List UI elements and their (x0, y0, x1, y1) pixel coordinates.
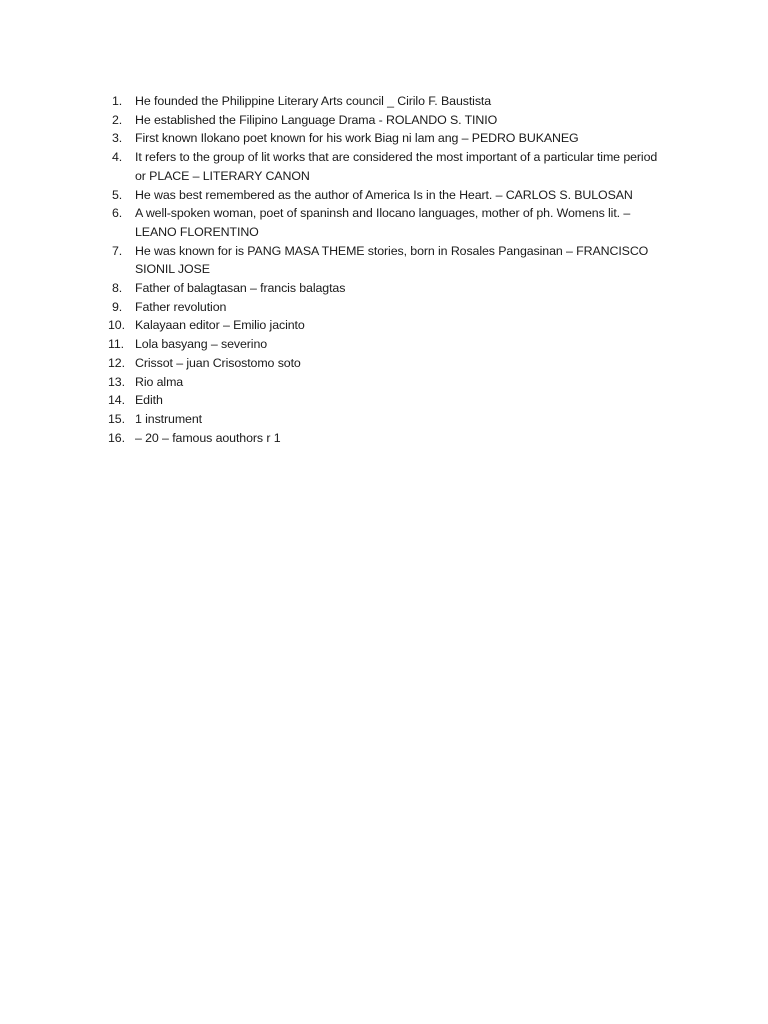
list-item-text: He was best remembered as the author of America Is in the Heart. – CARLOS S. BULOSAN (135, 187, 633, 202)
list-item (108, 410, 668, 429)
list-item-text: It refers to the group of lit works that are considered the most important of a particular time period or PLACE – LITERARY CANON (135, 150, 658, 183)
list-item (108, 186, 668, 205)
list-item (108, 391, 668, 410)
numbered-list (108, 92, 668, 447)
list-item-text: Father revolution (135, 299, 227, 314)
list-item-number: 2. (112, 112, 123, 127)
list-item-number: 11. (108, 337, 125, 352)
list-item-text: Edith (135, 393, 163, 408)
list-item-number: 10. (108, 318, 125, 333)
list-item (108, 316, 668, 335)
list-item (108, 373, 668, 392)
list-item-number: 4. (112, 150, 123, 165)
list-item-number: 7. (112, 243, 123, 258)
list-item-number: 1. (112, 94, 123, 108)
list-item-text: Rio alma (135, 374, 184, 389)
list-item-text: He established the Filipino Language Drama - ROLANDO S. TINIO (135, 112, 498, 127)
list-item (108, 354, 668, 373)
list-item-text: He founded the Philippine Literary Arts council _ Cirilo F. Baustista (135, 94, 492, 108)
list-item-text: A well-spoken woman, poet of spaninsh and Ilocano languages, mother of ph. Womens lit. – LEANO FLORENTINO (135, 206, 631, 239)
list-item (108, 242, 668, 279)
list-item (108, 298, 668, 317)
list-item (108, 148, 668, 185)
list-item-number: 9. (112, 299, 123, 314)
list-item (108, 92, 668, 111)
list-item-text: First known Ilokano poet known for his work Biag ni lam ang – PEDRO BUKANEG (135, 131, 579, 146)
list-item-text: – 20 – famous aouthors r 1 (135, 430, 281, 445)
list-item-number: 14. (108, 393, 125, 408)
list-item-text: Crissot – juan Crisostomo soto (135, 355, 301, 370)
list-item-text: Father of balagtasan – francis balagtas (135, 281, 346, 296)
list-item-number: 16. (108, 430, 125, 445)
list-item-number: 5. (112, 187, 123, 202)
list-item (108, 279, 668, 298)
list-item-number: 8. (112, 281, 123, 296)
list-item-number: 15. (108, 411, 125, 426)
list-item-number: 12. (108, 355, 125, 370)
list-item-text: He was known for is PANG MASA THEME stories, born in Rosales Pangasinan – FRANCISCO SIONIL JOSE (135, 243, 649, 277)
list-item (108, 111, 668, 130)
list-item (108, 129, 668, 148)
list-item-text: Lola basyang – severino (135, 337, 268, 352)
list-item-text: Kalayaan editor – Emilio jacinto (135, 318, 305, 333)
list-item-number: 3. (112, 131, 123, 146)
list-item-number: 6. (112, 206, 123, 221)
list-item (108, 429, 668, 448)
list-item (108, 335, 668, 354)
list-item-number: 13. (108, 374, 125, 389)
list-item (108, 204, 668, 241)
list-item-text: 1 instrument (135, 411, 202, 426)
